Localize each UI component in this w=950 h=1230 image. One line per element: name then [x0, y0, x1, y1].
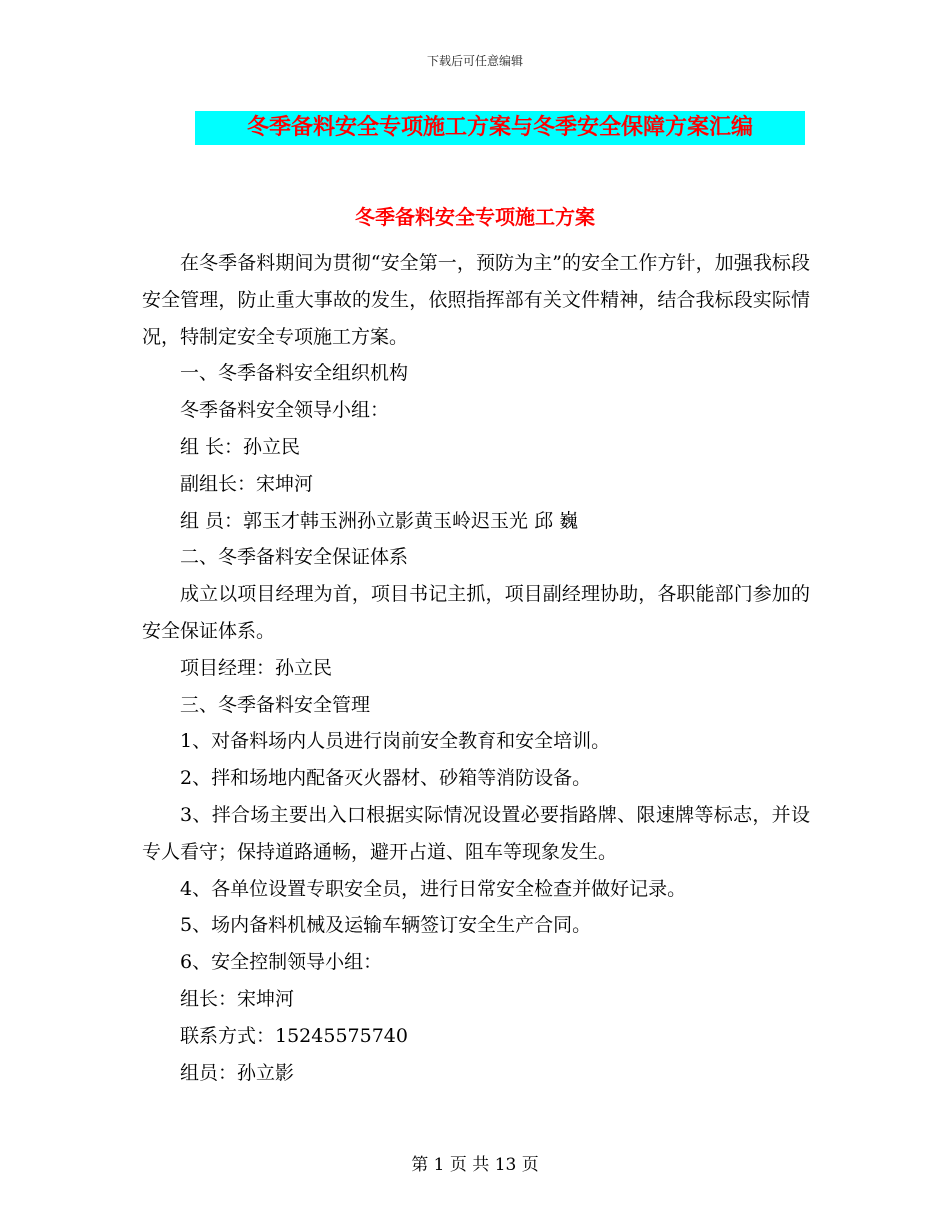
management-item-6: 6、安全控制领导小组：: [180, 951, 383, 974]
project-manager-line: 项目经理：孙立民: [180, 656, 333, 679]
section-title: 冬季备料安全专项施工方案: [355, 205, 595, 229]
heading-assurance-system: 二、冬季备料安全保证体系: [180, 546, 409, 569]
assurance-system-paragraph: 成立以项目经理为首，项目书记主抓，项目副经理协助，各职能部门参加的安全保证体系。: [142, 583, 810, 642]
page-footer: [0, 1154, 950, 1176]
heading-safety-management: 三、冬季备料安全管理: [180, 693, 371, 716]
control-group-leader-line: 组长：宋坤河: [180, 987, 295, 1010]
management-item-5: 5、场内备料机械及运输车辆签订安全生产合同。: [180, 914, 592, 937]
intro-paragraph: 在冬季备料期间为贯彻“安全第一，预防为主”的安全工作方针，加强我标段安全管理，防止重大事故的发生，依照指挥部有关文件精神，结合我标段实际情况，特制定安全专项施工方案。: [142, 252, 810, 348]
management-item-2: 2、拌和场地内配备灭火器材、砂箱等消防设备。: [180, 767, 592, 790]
control-group-member-line: 组员：孙立影: [180, 1061, 295, 1084]
management-item-4: 4、各单位设置专职安全员，进行日常安全检查并做好记录。: [180, 877, 687, 900]
footer-page-number: 1: [433, 1155, 445, 1175]
group-leader-line: 组 长：孙立民: [180, 435, 301, 458]
main-title-highlight: [195, 111, 805, 145]
deputy-leader-line: 副组长：宋坤河: [180, 472, 314, 495]
document-main-title: 冬季备料安全专项施工方案与冬季安全保障方案汇编: [246, 115, 753, 140]
footer-mid: 页 共: [449, 1155, 490, 1175]
footer-total-pages: 13: [494, 1155, 517, 1175]
management-item-1: 1、对备料场内人员进行岗前安全教育和安全培训。: [180, 730, 611, 753]
contact-line: 联系方式：15245575740: [180, 1024, 408, 1047]
management-item-3: 3、拌合场主要出入口根据实际情况设置必要指路牌、限速牌等标志，并设专人看守；保持道路通畅，避开占道、阻车等现象发生。: [142, 803, 810, 863]
footer-prefix: 第: [411, 1155, 429, 1175]
document-body: [142, 245, 810, 1091]
group-members-line: 组 员：郭玉才韩玉洲孙立影黄玉岭迟玉光 邱 巍: [180, 509, 579, 532]
leadership-group-label: 冬季备料安全领导小组：: [180, 399, 390, 422]
footer-suffix: 页: [521, 1155, 539, 1175]
page-header-note: 下载后可任意编辑: [426, 54, 523, 68]
heading-organization: 一、冬季备料安全组织机构: [180, 362, 409, 385]
